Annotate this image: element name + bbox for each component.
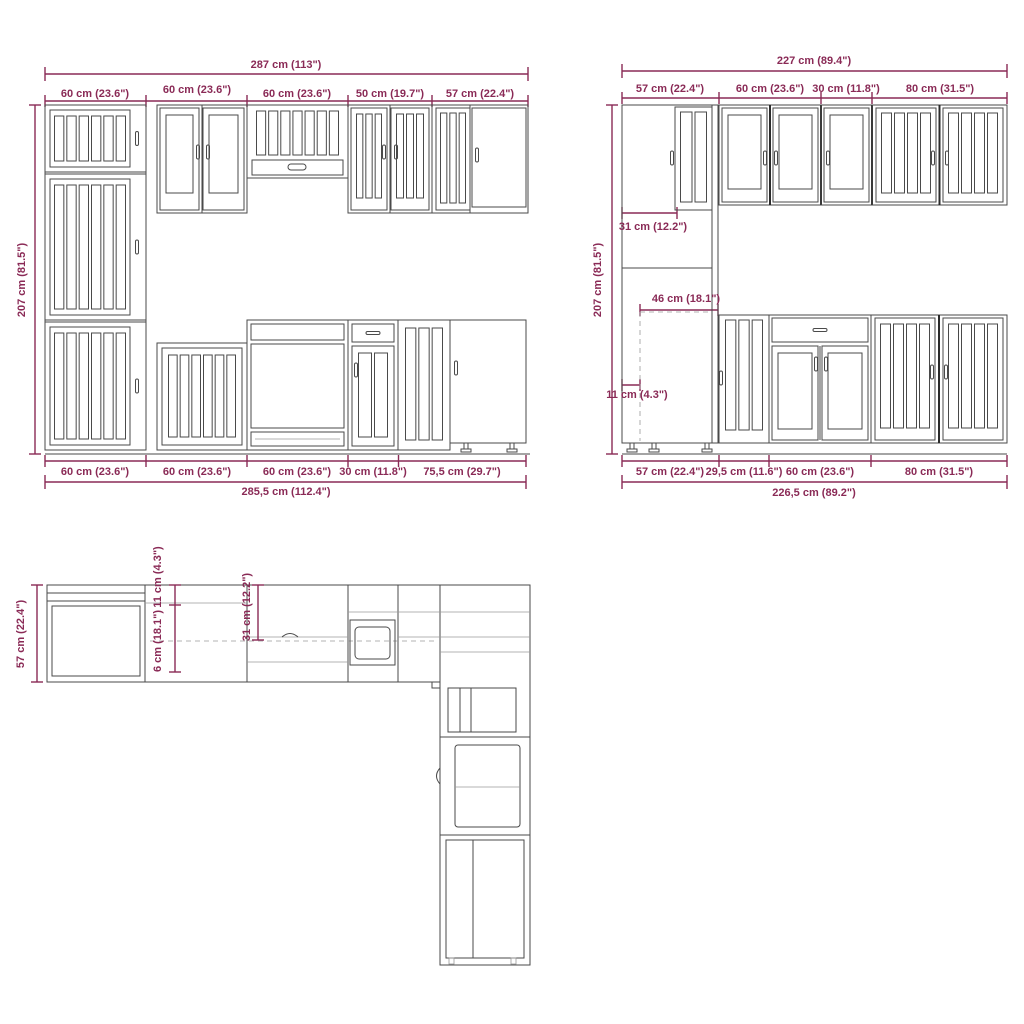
plan-dim-46-label: 6 cm (18.1") xyxy=(152,609,164,673)
tl-top-seg-1-label: 60 cm (23.6") xyxy=(60,88,130,100)
plan-dim-11-label: 11 cm (4.3") xyxy=(152,546,164,608)
tr-depth-wall-label: 31 cm (12.2") xyxy=(618,221,688,233)
tl-bottom-seg-1-label: 60 cm (23.6") xyxy=(60,466,130,478)
tl-bottom-seg-5-label: 75,5 cm (29.7") xyxy=(423,466,501,478)
tr-height-label: 207 cm (81.5") xyxy=(592,242,604,318)
tl-overall-bottom-label: 285,5 cm (112.4") xyxy=(241,486,331,498)
tr-top-seg-2-label: 60 cm (23.6") xyxy=(735,83,805,95)
tl-bottom-seg-3-label: 60 cm (23.6") xyxy=(262,466,332,478)
tl-top-seg-2-label: 60 cm (23.6") xyxy=(162,84,232,96)
tl-top-seg-4-label: 50 cm (19.7") xyxy=(355,88,425,100)
tr-plinth-label: 11 cm (4.3") xyxy=(606,389,668,401)
tr-top-seg-4-label: 80 cm (31.5") xyxy=(905,83,975,95)
tr-bottom-seg-3-label: 60 cm (23.6") xyxy=(785,466,855,478)
tr-bottom-seg-2-label: 29,5 cm (11.6") xyxy=(705,466,783,478)
tr-top-seg-3-label: 30 cm (11.8") xyxy=(812,83,880,95)
tl-top-seg-3-label: 60 cm (23.6") xyxy=(262,88,332,100)
tl-overall-top-label: 287 cm (113") xyxy=(250,59,322,71)
front-elevation-diagram-2 xyxy=(606,64,1007,489)
top-plan-view-diagram xyxy=(31,585,530,965)
tr-top-seg-1-label: 57 cm (22.4") xyxy=(635,83,705,95)
front-elevation-diagram-1 xyxy=(29,67,530,489)
tr-depth-counter-label: 46 cm (18.1") xyxy=(651,293,721,305)
tl-bottom-seg-2-label: 60 cm (23.6") xyxy=(162,466,232,478)
tl-height-label: 207 cm (81.5") xyxy=(16,242,28,318)
plan-depth-label: 57 cm (22.4") xyxy=(15,599,27,669)
tr-overall-top-label: 227 cm (89.4") xyxy=(776,55,852,67)
tr-bottom-seg-1-label: 57 cm (22.4") xyxy=(635,466,705,478)
tr-overall-bottom-label: 226,5 cm (89.2") xyxy=(772,487,856,499)
plan-dim-31-label: 31 cm (12.2") xyxy=(241,572,253,642)
dimension-labels xyxy=(15,55,974,672)
tl-top-seg-5-label: 57 cm (22.4") xyxy=(445,88,515,100)
tl-bottom-seg-4-label: 30 cm (11.8") xyxy=(339,466,407,478)
tr-bottom-seg-4-label: 80 cm (31.5") xyxy=(904,466,974,478)
